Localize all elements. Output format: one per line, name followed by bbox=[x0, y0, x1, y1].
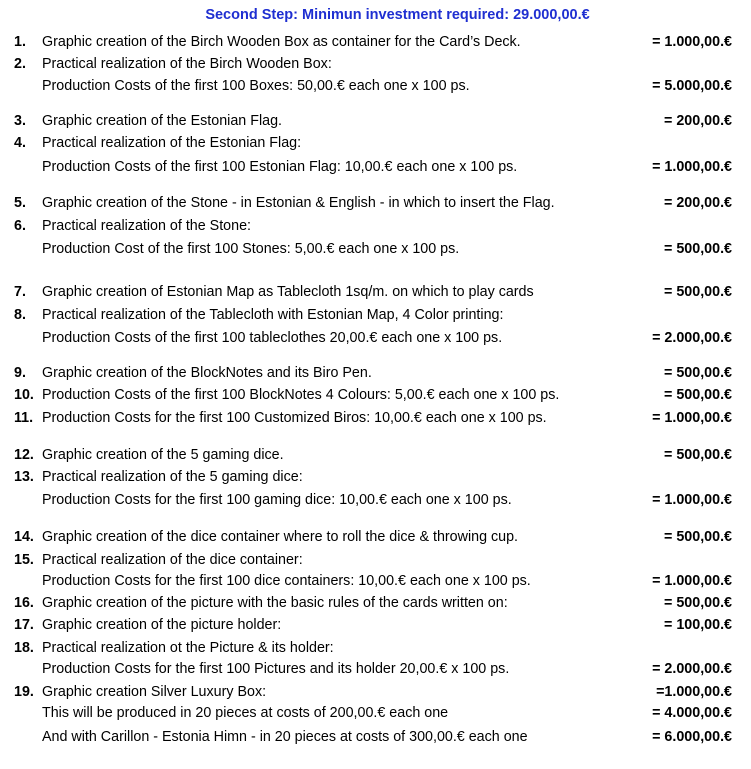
line-item bbox=[0, 407, 751, 429]
line-item bbox=[0, 489, 751, 511]
item-description: This will be produced in 20 pieces at costs of 200,00.€ each one bbox=[42, 705, 449, 721]
line-item bbox=[0, 614, 751, 636]
item-number: 8. bbox=[14, 307, 26, 323]
item-description: Production Costs of the first 100 Boxes: 50,00.€ each one x 100 ps. bbox=[42, 78, 470, 94]
item-description: Practical realization of the 5 gaming dice: bbox=[42, 469, 303, 485]
item-description: Production Costs for the first 100 dice containers: 10,00.€ each one x 100 ps. bbox=[42, 573, 531, 589]
item-description: Production Costs for the first 100 Customized Biros: 10,00.€ each one x 100 ps. bbox=[42, 410, 547, 426]
item-description: And with Carillon - Estonia Himn - in 20 pieces at costs of 300,00.€ each one bbox=[42, 729, 528, 745]
item-amount: = 4.000,00.€ bbox=[652, 705, 732, 721]
item-amount: = 1.000,00.€ bbox=[652, 410, 732, 426]
item-amount: = 2.000,00.€ bbox=[652, 330, 732, 346]
line-item bbox=[0, 658, 751, 680]
item-amount: = 6.000,00.€ bbox=[652, 729, 732, 745]
item-amount: = 1.000,00.€ bbox=[652, 34, 732, 50]
item-description: Production Costs of the first 100 BlockNotes 4 Colours: 5,00.€ each one x 100 ps. bbox=[42, 387, 560, 403]
line-item bbox=[0, 304, 751, 326]
line-item bbox=[0, 281, 751, 303]
line-item bbox=[0, 384, 751, 406]
item-number: 15. bbox=[14, 552, 34, 568]
item-number: 19. bbox=[14, 684, 34, 700]
line-item bbox=[0, 156, 751, 178]
item-description: Graphic creation of the 5 gaming dice. bbox=[42, 447, 284, 463]
item-number: 16. bbox=[14, 595, 34, 611]
item-description: Practical realization of the Stone: bbox=[42, 218, 252, 234]
item-description: Graphic creation of the dice container where to roll the dice & throwing cup. bbox=[42, 529, 519, 545]
item-description: Graphic creation of the Birch Wooden Box as container for the Card’s Deck. bbox=[42, 34, 521, 50]
line-item bbox=[0, 549, 751, 571]
item-amount: = 1.000,00.€ bbox=[652, 573, 732, 589]
item-description: Production Costs for the first 100 Pictures and its holder 20,00.€ x 100 ps. bbox=[42, 661, 510, 677]
item-number: 17. bbox=[14, 617, 34, 633]
line-item bbox=[0, 132, 751, 154]
item-description: Practical realization of the Birch Wooden Box: bbox=[42, 56, 332, 72]
item-number: 7. bbox=[14, 284, 26, 300]
item-number: 13. bbox=[14, 469, 34, 485]
item-amount: = 500,00.€ bbox=[664, 387, 732, 403]
item-amount: =1.000,00.€ bbox=[656, 684, 732, 700]
item-description: Graphic creation of the picture with the basic rules of the cards written on: bbox=[42, 595, 508, 611]
item-description: Graphic creation Silver Luxury Box: bbox=[42, 684, 267, 700]
item-amount: = 100,00.€ bbox=[664, 617, 732, 633]
line-item bbox=[0, 726, 751, 748]
line-item bbox=[0, 592, 751, 614]
item-number: 1. bbox=[14, 34, 26, 50]
item-number: 4. bbox=[14, 135, 26, 151]
item-number: 14. bbox=[14, 529, 34, 545]
line-item bbox=[0, 681, 751, 703]
item-description: Practical realization ot the Picture & its holder: bbox=[42, 640, 334, 656]
item-amount: = 1.000,00.€ bbox=[652, 492, 732, 508]
item-amount: = 500,00.€ bbox=[664, 284, 732, 300]
line-item bbox=[0, 466, 751, 488]
item-description: Practical realization of the Estonian Flag: bbox=[42, 135, 302, 151]
item-number: 2. bbox=[14, 56, 26, 72]
line-item bbox=[0, 215, 751, 237]
item-number: 10. bbox=[14, 387, 34, 403]
line-item bbox=[0, 53, 751, 75]
line-item bbox=[0, 570, 751, 592]
item-amount: = 500,00.€ bbox=[664, 529, 732, 545]
item-description: Graphic creation of the BlockNotes and its Biro Pen. bbox=[42, 365, 372, 381]
item-number: 6. bbox=[14, 218, 26, 234]
line-item bbox=[0, 526, 751, 548]
item-amount: = 200,00.€ bbox=[664, 113, 732, 129]
line-item bbox=[0, 637, 751, 659]
item-number: 9. bbox=[14, 365, 26, 381]
line-item bbox=[0, 110, 751, 132]
line-item bbox=[0, 327, 751, 349]
line-item bbox=[0, 444, 751, 466]
item-description: Graphic creation of the picture holder: bbox=[42, 617, 282, 633]
item-amount: = 500,00.€ bbox=[664, 595, 732, 611]
item-description: Practical realization of the dice container: bbox=[42, 552, 303, 568]
line-item bbox=[0, 238, 751, 260]
item-description: Graphic creation of the Stone - in Estonian & English - in which to insert the Flag. bbox=[42, 195, 555, 211]
item-description: Graphic creation of the Estonian Flag. bbox=[42, 113, 283, 129]
item-amount: = 1.000,00.€ bbox=[652, 159, 732, 175]
item-description: Production Costs of the first 100 tableclothes 20,00.€ each one x 100 ps. bbox=[42, 330, 503, 346]
item-number: 5. bbox=[14, 195, 26, 211]
item-amount: = 500,00.€ bbox=[664, 241, 732, 257]
line-item bbox=[0, 362, 751, 384]
item-number: 12. bbox=[14, 447, 34, 463]
item-description: Production Costs of the first 100 Estonian Flag: 10,00.€ each one x 100 ps. bbox=[42, 159, 518, 175]
item-amount: = 500,00.€ bbox=[664, 365, 732, 381]
line-item bbox=[0, 31, 751, 53]
page-title: Second Step: Minimun investment required: 29.000,00.€ bbox=[205, 7, 590, 23]
line-item bbox=[0, 702, 751, 724]
line-item bbox=[0, 192, 751, 214]
item-number: 18. bbox=[14, 640, 34, 656]
line-item bbox=[0, 75, 751, 97]
item-amount: = 500,00.€ bbox=[664, 447, 732, 463]
item-description: Production Cost of the first 100 Stones: 5,00.€ each one x 100 ps. bbox=[42, 241, 460, 257]
item-description: Production Costs for the first 100 gaming dice: 10,00.€ each one x 100 ps. bbox=[42, 492, 512, 508]
item-number: 11. bbox=[14, 410, 34, 426]
item-amount: = 5.000,00.€ bbox=[652, 78, 732, 94]
item-number: 3. bbox=[14, 113, 26, 129]
item-description: Graphic creation of Estonian Map as Tablecloth 1sq/m. on which to play cards bbox=[42, 284, 534, 300]
item-description: Practical realization of the Tablecloth with Estonian Map, 4 Color printing: bbox=[42, 307, 504, 323]
item-amount: = 200,00.€ bbox=[664, 195, 732, 211]
item-amount: = 2.000,00.€ bbox=[652, 661, 732, 677]
